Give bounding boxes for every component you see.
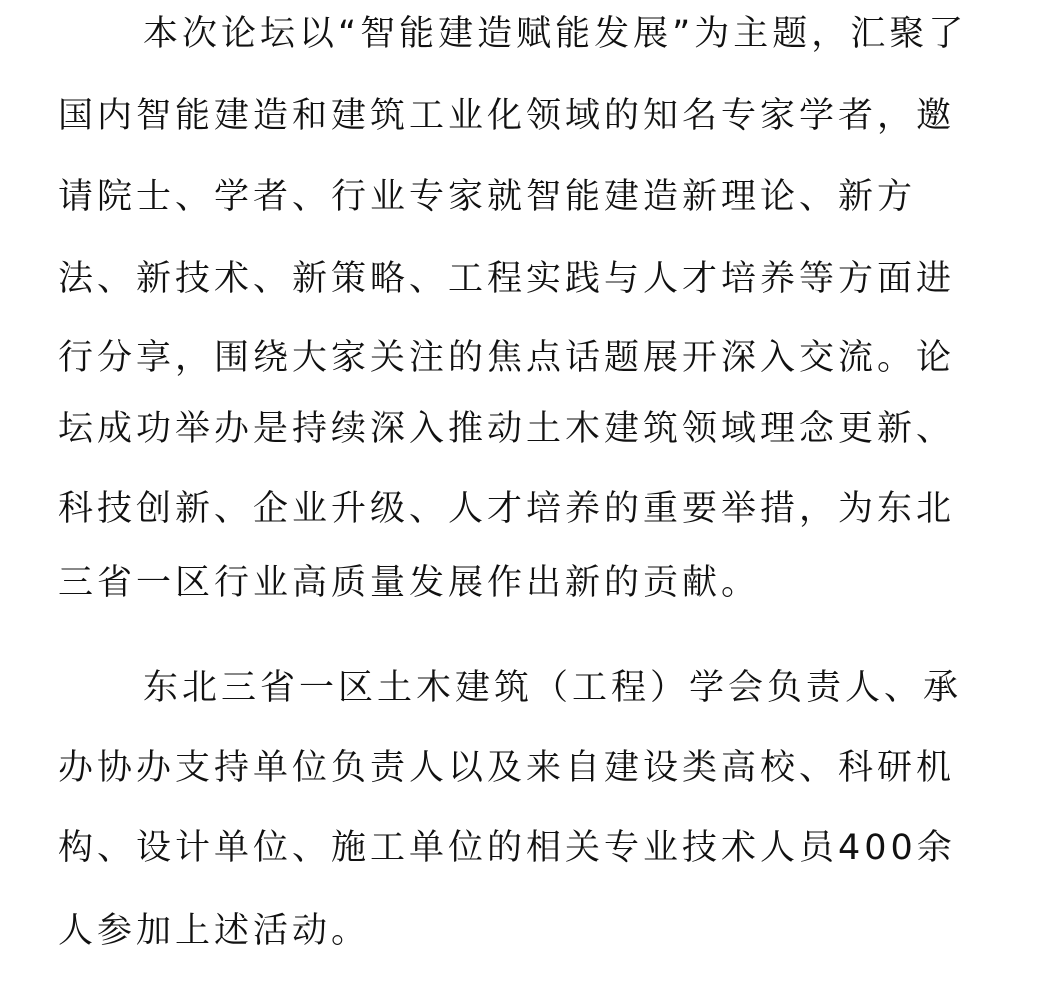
paragraph-line: 科技创新、企业升级、人才培养的重要举措，为东北	[58, 489, 956, 529]
paragraph-line: 东北三省一区土木建筑（工程）学会负责人、承	[143, 668, 963, 708]
paragraph-line: 人参加上述活动。	[58, 911, 371, 951]
paragraph-line: 三省一区行业高质量发展作出新的贡献。	[58, 563, 761, 603]
paragraph-line: 构、设计单位、施工单位的相关专业技术人员400余	[58, 828, 956, 868]
paragraph-line: 坛成功举办是持续深入推动土木建筑领域理念更新、	[58, 409, 956, 449]
paragraph-line: 本次论坛以“智能建造赋能发展”为主题，汇聚了	[143, 14, 968, 54]
paragraph-line: 请院士、学者、行业专家就智能建造新理论、新方	[58, 177, 917, 217]
paragraph-line: 行分享，围绕大家关注的焦点话题展开深入交流。论	[58, 338, 956, 378]
paragraph-line: 办协办支持单位负责人以及来自建设类高校、科研机	[58, 748, 956, 788]
paragraph-line: 法、新技术、新策略、工程实践与人才培养等方面进	[58, 259, 956, 299]
paragraph-line: 国内智能建造和建筑工业化领域的知名专家学者，邀	[58, 96, 956, 136]
